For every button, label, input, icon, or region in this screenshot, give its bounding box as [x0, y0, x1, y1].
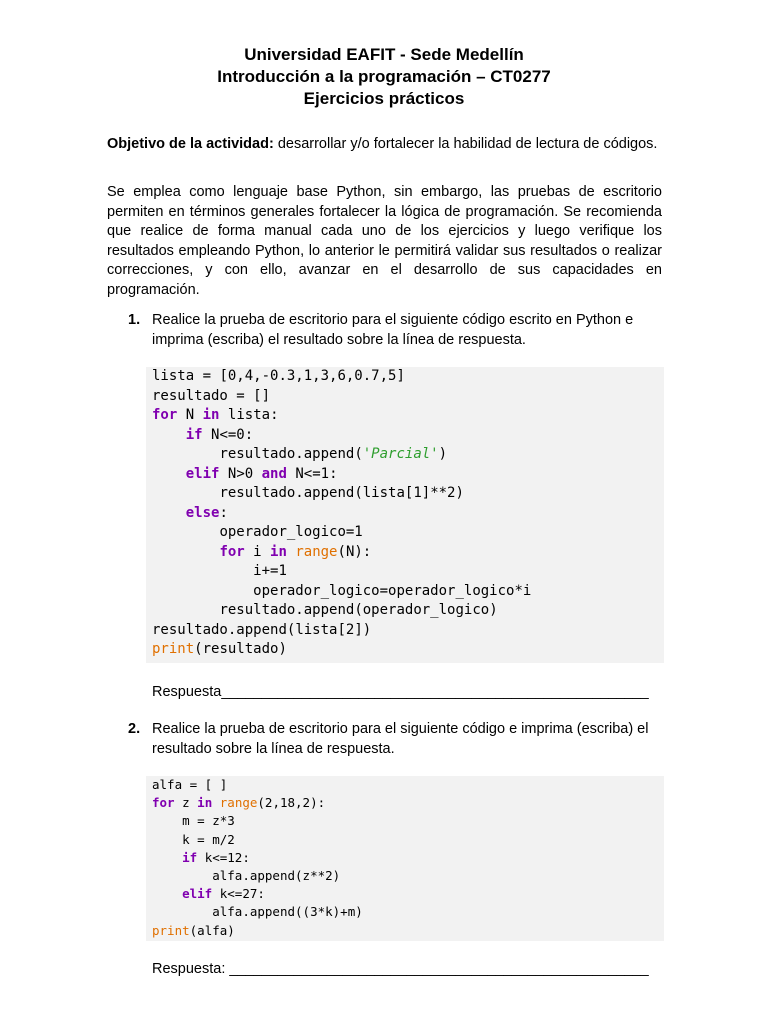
code-line: elif k<=27: [182, 886, 265, 902]
code-line: alfa.append(z**2) [212, 868, 341, 884]
code-line: print(alfa) [152, 922, 235, 938]
code-line: lista = [0,4,-0.3,1,3,6,0.7,5] [152, 368, 405, 384]
code-line: k = m/2 [182, 831, 235, 847]
code-line: resultado.append('Parcial') [219, 446, 448, 462]
code-line: resultado = [] [152, 387, 271, 404]
answer-line-1: Respuesta_____________________________________________________ [152, 684, 649, 700]
code-line: else: [185, 504, 228, 521]
code-line: for N in lista: [152, 407, 279, 423]
code-block-2 [146, 776, 664, 941]
exercise-number: 1. [128, 312, 141, 328]
objective-label: Objetivo de la actividad: [107, 136, 274, 152]
code-line: print(resultado) [152, 641, 287, 657]
code-line: resultado.append(lista[2]) [152, 621, 372, 638]
code-line: if N<=0: [185, 426, 254, 443]
code-line: alfa.append((3*k)+m) [212, 904, 363, 920]
exercise-2 [107, 720, 662, 759]
code-line: if k<=12: [182, 849, 250, 865]
course-title: Introducción a la programación – CT0277 [217, 67, 551, 86]
intro-paragraph: Se emplea como lenguaje base Python, sin embargo, las pruebas de escritorio permiten en términos generales fortalecer la lógica de programación. Se recomienda que realice de forma manual cada uno de los ejercicios y luego verifique los resultados empleando Python, lo anterior le permitirá validar sus resultados o realizar correcciones, y con ello, avanzar en el desarrollo de sus capacidades en programación. [107, 184, 662, 298]
document-title: Ejercicios prácticos [303, 89, 465, 108]
code-line: for z in range(2,18,2): [152, 795, 326, 811]
university-title: Universidad EAFIT - Sede Medellín [244, 45, 524, 64]
exercise-prompt: Realice la prueba de escritorio para el siguiente código e imprima (escriba) el resultado sobre la línea de respuesta. [152, 721, 649, 757]
code-line: resultado.append(operador_logico) [219, 602, 498, 618]
objective-paragraph [107, 135, 662, 155]
code-line: elif N>0 and N<=1: [185, 465, 338, 482]
code-line: operador_logico=operador_logico*i [253, 582, 532, 599]
code-line: operador_logico=1 [219, 524, 363, 540]
exercise-1 [107, 311, 662, 350]
exercise-number: 2. [128, 721, 141, 737]
exercise-prompt: Realice la prueba de escritorio para el siguiente código escrito en Python e imprima (escriba) el resultado sobre la línea de respuesta. [152, 312, 634, 348]
code-line: alfa = [ ] [152, 777, 228, 792]
code-block-1 [146, 367, 664, 663]
code-line: i+=1 [253, 563, 287, 579]
code-line: m = z*3 [182, 813, 235, 829]
code-line: resultado.append(lista[1]**2) [219, 485, 464, 501]
answer-line-2: Respuesta: ____________________________________________________ [152, 961, 649, 977]
objective-text: desarrollar y/o fortalecer la habilidad de lectura de códigos. [273, 136, 658, 152]
code-line: for i in range(N): [219, 543, 372, 560]
document-header [0, 44, 768, 110]
